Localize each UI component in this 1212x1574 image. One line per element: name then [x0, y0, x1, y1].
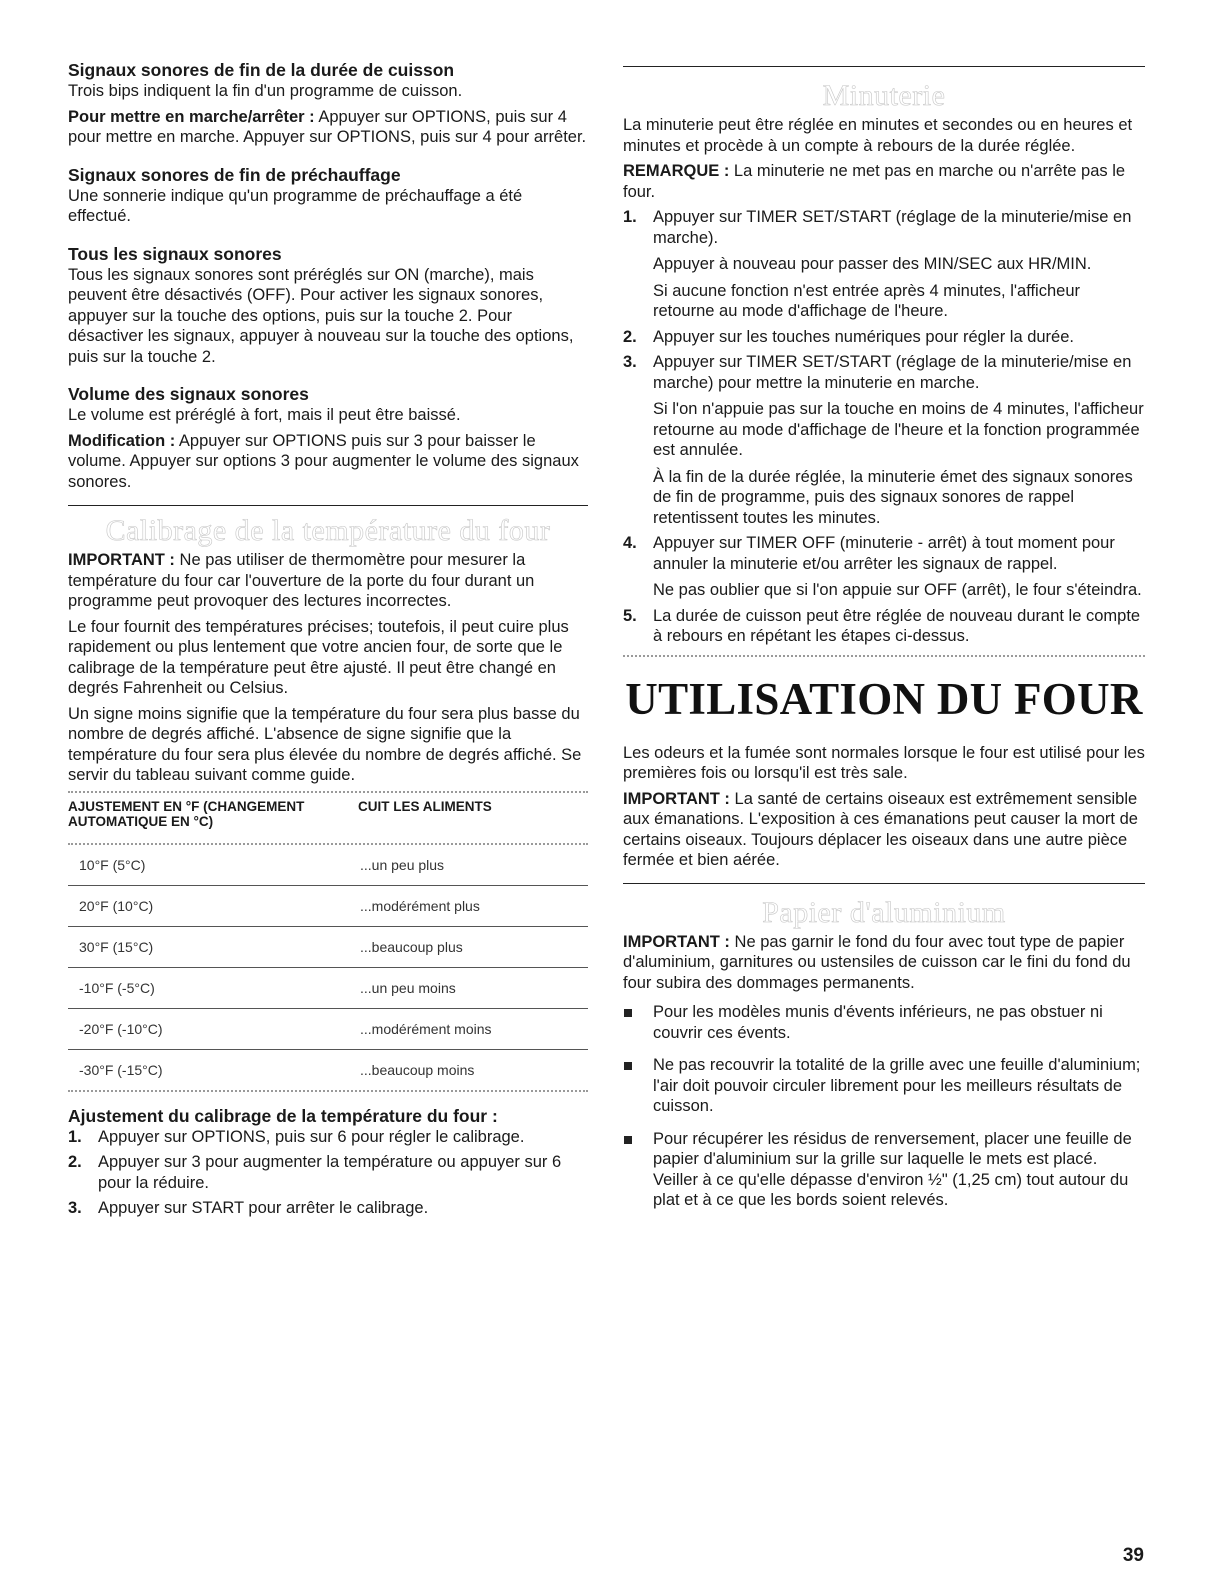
on-off-text: Appuyer sur OPTIONS, puis sur 4 pour mettre en marche. Appuyer sur OPTIONS, puis sur 4 pour arrêter.	[68, 107, 587, 146]
modification-label: Modification :	[68, 431, 176, 450]
calibration-paragraph-1: Le four fournit des températures précises; toutefois, il peut cuire plus rapidement ou plus lentement que votre ancien four, de sorte que le calibrage de la température peut être ajusté. Il peut être changé en degrés Fahrenheit ou Celsius.	[68, 617, 569, 697]
end-cook-tones-instructions	[68, 107, 588, 148]
preheat-tones-text: Une sonnerie indique qu'un programme de préchauffage a été effectué.	[68, 186, 523, 225]
list-item: Ne pas recouvrir la totalité de la grille avec une feuille d'aluminium; l'air doit pouvoir circuler librement pour les meilleurs résultats de cuisson.	[623, 1055, 1145, 1117]
section-divider	[623, 883, 1145, 884]
calibration-paragraph-2: Un signe moins signifie que la température du four sera plus basse du nombre de degrés affiché. L'absence de signe signifie que la température du four sera plus élevée du nombre de degrés affiché. Se servir du tableau suivant comme guide.	[68, 704, 582, 784]
all-tones-heading: Tous les signaux sonores	[68, 243, 282, 264]
remarque-label: REMARQUE :	[623, 162, 730, 180]
table-bottom-border	[68, 1090, 588, 1092]
calibration-table	[68, 793, 588, 1090]
list-item: 1. Appuyer sur OPTIONS, puis sur 6 pour régler le calibrage.	[68, 1127, 525, 1146]
tone-volume-text: Le volume est préréglé à fort, mais il peut être baissé.	[68, 406, 461, 424]
tone-volume-heading: Volume des signaux sonores	[68, 384, 309, 404]
calibration-section-title: Calibrage de la température du four	[105, 514, 551, 547]
section-divider	[623, 66, 1145, 67]
chapter-divider	[623, 655, 1145, 657]
table-header-adjustment: AJUSTEMENT EN °F (CHANGEMENT AUTOMATIQUE EN °C)	[68, 798, 305, 829]
important-label: IMPORTANT :	[623, 932, 730, 951]
table-row: 10°F (5°C) ...un peu plus	[68, 845, 588, 886]
end-cook-tones-heading: Signaux sonores de fin de la durée de cuisson	[68, 60, 455, 80]
table-row: 20°F (10°C) ...modérément plus	[68, 885, 588, 926]
all-tones-text: Tous les signaux sonores sont préréglés sur ON (marche), mais peuvent être désactivés (OFF). Pour activer les signaux sonores, appuyer sur la touche des options, puis sur la touche 2. Pour désactiver les signaux, appuyer à nouveau sur la touche des options, puis sur la touche 2.	[68, 265, 574, 366]
table-row: 30°F (15°C) ...beaucoup plus	[68, 926, 588, 967]
table-row: -20°F (-10°C) ...modérément moins	[68, 1008, 588, 1049]
list-item: 2. Appuyer sur 3 pour augmenter la température ou appuyer sur 6 pour la réduire.	[68, 1153, 562, 1192]
foil-section-title: Papier d'aluminium	[762, 895, 1006, 929]
list-item: Pour les modèles munis d'évents inférieurs, ne pas obstuer ni couvrir ces évents.	[623, 1002, 1145, 1043]
section-divider	[68, 505, 588, 506]
list-item: 2. Appuyer sur les touches numériques pour régler la durée.	[623, 327, 1074, 346]
timer-section-title: Minuterie	[822, 79, 946, 112]
table-row: -30°F (-15°C) ...beaucoup moins	[79, 1061, 475, 1078]
bullet-square-icon	[624, 1136, 632, 1144]
left-column	[68, 60, 588, 1224]
important-label: IMPORTANT :	[623, 789, 730, 808]
page-number: 39	[1122, 1545, 1144, 1566]
right-column	[623, 66, 1145, 1223]
list-item: 4. Appuyer sur TIMER OFF (minuterie - arrêt) à tout moment pour annuler la minuterie et/ou arrêter les signaux de rappel. Ne pas oublier que si l'on appuie sur OFF (arrêt), le four s'éteindra.	[623, 534, 1142, 599]
timer-intro: La minuterie peut être réglée en minutes et secondes ou en heures et minutes et procède à un compte à rebours de la durée réglée.	[623, 116, 1133, 155]
chapter-title: UTILISATION DU FOUR	[625, 673, 1143, 724]
bullet-square-icon	[624, 1009, 632, 1017]
list-item: Pour récupérer les résidus de renversement, placer une feuille de papier d'aluminium sur la grille sur laquelle le mets est placé. Veiller à ce qu'elle dépasse d'environ ½" (1,25 cm) tout autour du plat et à ce que les bords soient relevés.	[623, 1129, 1145, 1211]
bullet-square-icon	[624, 1062, 632, 1070]
foil-bullets	[623, 1002, 1145, 1211]
foil-important: IMPORTANT : Ne pas garnir le fond du four avec tout type de papier d'aluminium, garnitures ou ustensiles de cuisson car le fini du fond du four subira des dommages permanents.	[623, 932, 1131, 992]
list-item: 3. Appuyer sur TIMER SET/START (réglage de la minuterie/mise en marche) pour mettre la minuterie en marche. Si l'on n'appuie pas sur la touche en moins de 4 minutes, l'afficheur retourne au mode d'affichage de l'heure et la fonction programmée est annulée. À la fin de la durée réglée, la minuterie émet des signaux sonores de fin de programme, puis des signaux sonores de rappel retentissent toutes les minutes.	[623, 353, 1144, 527]
end-cook-tones-text: Trois bips indiquent la fin d'un programme de cuisson.	[68, 82, 463, 100]
oven-use-important: IMPORTANT : La santé de certains oiseaux est extrêmement sensible aux émanations. L'exposition à ces émanations peut causer la mort de certains oiseaux. Toujours déplacer les oiseaux dans une autre pièce fermée et bien aérée.	[623, 789, 1138, 869]
timer-steps	[623, 207, 1145, 647]
list-item: 1. Appuyer sur TIMER SET/START (réglage de la minuterie/mise en marche). Appuyer à nouveau pour passer des MIN/SEC aux HR/MIN. Si aucune fonction n'est entrée après 4 minutes, l'afficheur retourne au mode d'affichage de l'heure.	[623, 208, 1132, 320]
modification-text: Appuyer sur OPTIONS puis sur 3 pour baisser le volume. Appuyer sur options 3 pour augmenter le volume des signaux sonores.	[68, 431, 579, 491]
timer-note: REMARQUE : La minuterie ne met pas en marche ou n'arrête pas le four.	[623, 162, 1126, 201]
table-header-cooks: CUIT LES ALIMENTS	[358, 798, 492, 814]
table-row: -10°F (-5°C) ...un peu moins	[68, 967, 588, 1008]
on-off-label: Pour mettre en marche/arrêter :	[68, 107, 315, 126]
calibration-important: IMPORTANT : Ne pas utiliser de thermomètre pour mesurer la température du four car l'ouverture de la porte du four durant un programme peut provoquer des lectures incorrectes.	[68, 551, 535, 610]
tone-volume-instructions	[68, 431, 588, 493]
calibration-steps	[68, 1127, 588, 1219]
calibration-adjust-heading: Ajustement du calibrage de la température du four :	[68, 1105, 498, 1126]
important-label: IMPORTANT :	[68, 551, 175, 569]
list-item: 3. Appuyer sur START pour arrêter le calibrage.	[68, 1199, 429, 1217]
list-item: 5. La durée de cuisson peut être réglée de nouveau durant le compte à rebours en répétant les étapes ci-dessus.	[623, 606, 1141, 645]
preheat-tones-heading: Signaux sonores de fin de préchauffage	[68, 164, 401, 185]
oven-use-intro: Les odeurs et la fumée sont normales lorsque le four est utilisé pour les premières fois ou lorsqu'il est très sale.	[623, 743, 1145, 782]
